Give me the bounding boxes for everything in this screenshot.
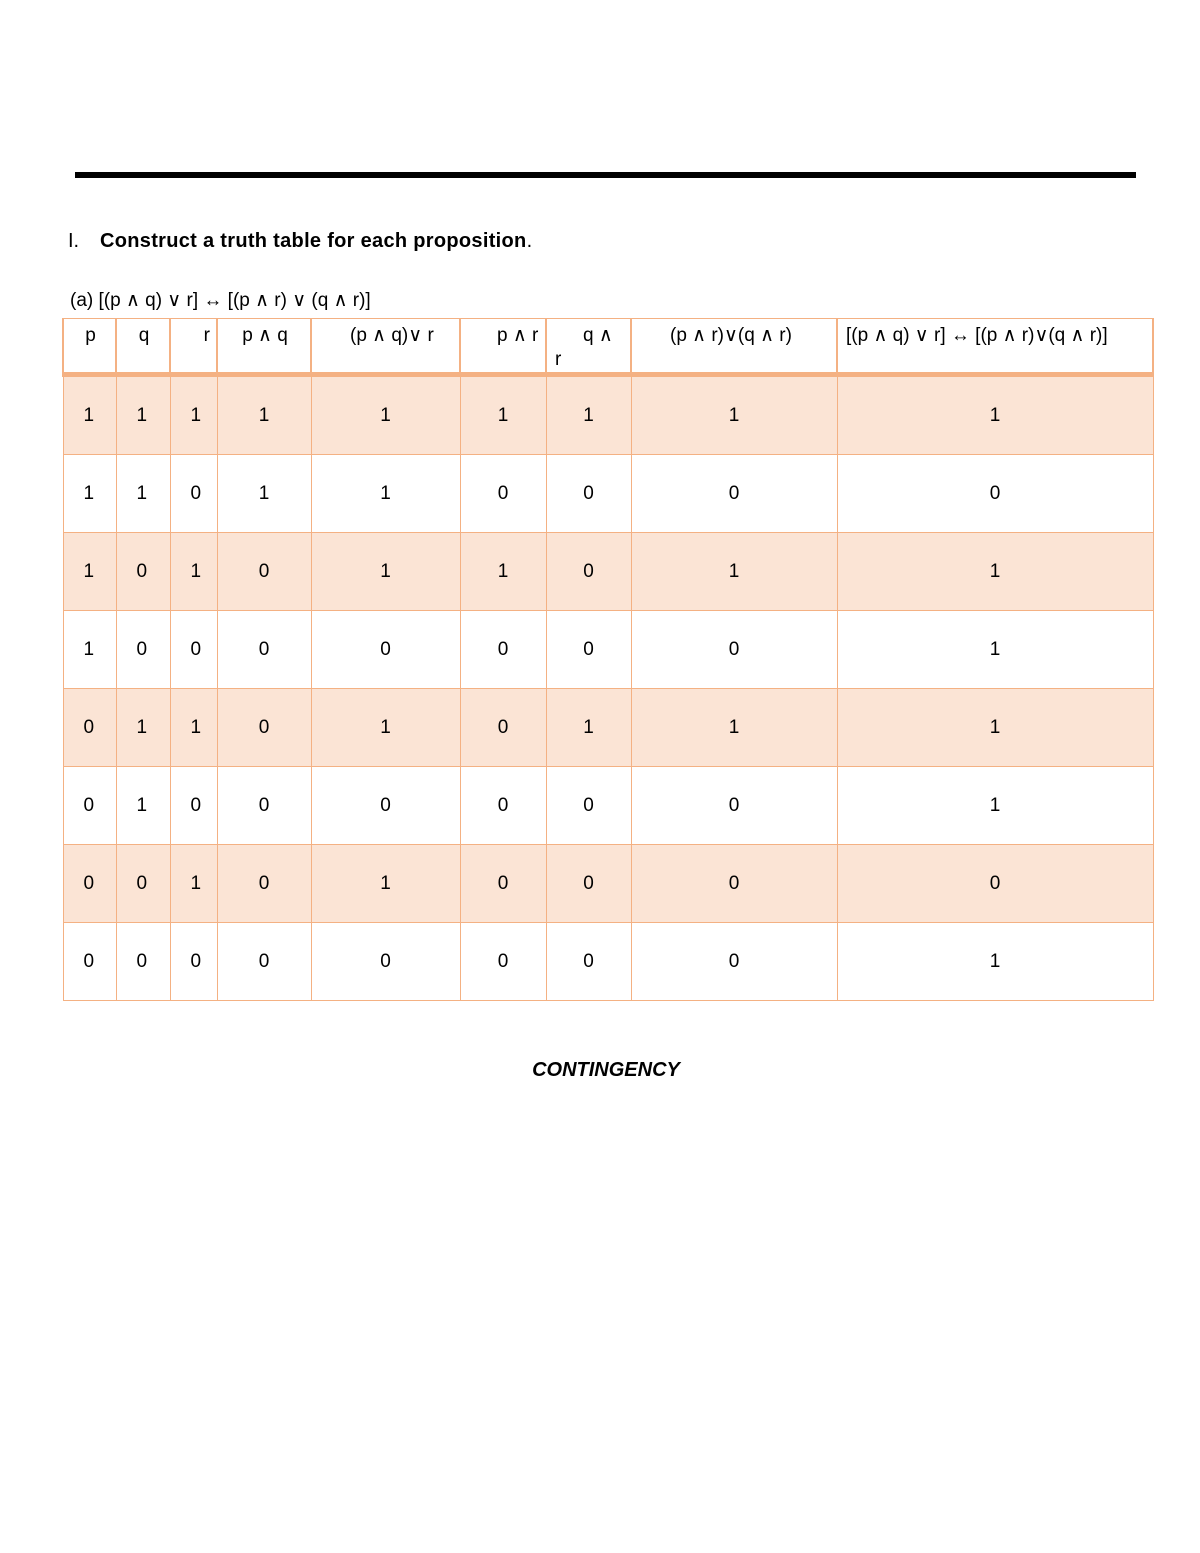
cell-p: 1 [63,375,116,455]
cell-biconditional: 1 [837,611,1153,689]
cell-p-and-r: 1 [460,533,546,611]
cell-r: 0 [170,767,217,845]
horizontal-rule [75,172,1136,178]
cell-p-and-r: 0 [460,767,546,845]
cell-q-and-r: 0 [546,455,631,533]
header-p-and-r: p ∧ r [460,319,546,375]
header-pq-or-r: (p ∧ q)∨ r [311,319,460,375]
cell-pr-or-qr: 0 [631,923,837,1001]
cell-q: 1 [116,689,170,767]
cell-p-and-q: 0 [217,923,311,1001]
cell-q-and-r: 0 [546,611,631,689]
cell-q-and-r: 0 [546,845,631,923]
cell-biconditional: 0 [837,845,1153,923]
cell-p: 1 [63,533,116,611]
cell-p-and-q: 0 [217,611,311,689]
header-p-and-q: p ∧ q [217,319,311,375]
cell-r: 1 [170,375,217,455]
truth-table-body [63,375,1153,1001]
cell-biconditional: 1 [837,533,1153,611]
cell-p: 0 [63,689,116,767]
cell-pq-or-r: 1 [311,845,460,923]
cell-q: 1 [116,767,170,845]
cell-biconditional: 1 [837,923,1153,1001]
cell-r: 1 [170,689,217,767]
cell-p-and-q: 0 [217,689,311,767]
cell-pq-or-r: 0 [311,923,460,1001]
cell-biconditional: 1 [837,689,1153,767]
cell-pq-or-r: 1 [311,375,460,455]
table-row [63,375,1153,455]
cell-p: 1 [63,611,116,689]
cell-p-and-r: 1 [460,375,546,455]
cell-pr-or-qr: 0 [631,845,837,923]
instruction-period: . [526,230,533,252]
cell-biconditional: 1 [837,767,1153,845]
table-row [63,923,1153,1001]
cell-p-and-q: 0 [217,845,311,923]
cell-pq-or-r: 1 [311,533,460,611]
cell-r: 0 [170,455,217,533]
cell-pq-or-r: 1 [311,689,460,767]
verdict-label: CONTINGENCY [532,1059,680,1081]
cell-q: 0 [116,845,170,923]
cell-pr-or-qr: 0 [631,455,837,533]
cell-p-and-r: 0 [460,845,546,923]
cell-biconditional: 1 [837,375,1153,455]
table-row [63,533,1153,611]
header-p: p [63,319,116,375]
cell-pr-or-qr: 1 [631,689,837,767]
table-row [63,767,1153,845]
proposition-label: (a) [(p ∧ q) ∨ r] ↔ [(p ∧ r) ∨ (q ∧ r)] [70,290,371,311]
table-row [63,455,1153,533]
cell-r: 0 [170,611,217,689]
header-q-and-r: q ∧ r [546,319,631,375]
cell-pq-or-r: 0 [311,767,460,845]
table-row [63,689,1153,767]
cell-q-and-r: 1 [546,689,631,767]
cell-pr-or-qr: 1 [631,375,837,455]
cell-q-and-r: 0 [546,767,631,845]
header-biconditional: [(p ∧ q) ∨ r] ↔ [(p ∧ r)∨(q ∧ r)] [837,319,1153,375]
cell-q-and-r: 0 [546,923,631,1001]
cell-p-and-r: 0 [460,455,546,533]
cell-q: 1 [116,375,170,455]
cell-p-and-q: 1 [217,375,311,455]
header-r: r [170,319,217,375]
cell-p: 0 [63,923,116,1001]
cell-p: 0 [63,845,116,923]
cell-q-and-r: 1 [546,375,631,455]
cell-r: 0 [170,923,217,1001]
table-row [63,845,1153,923]
table-row [63,611,1153,689]
cell-q: 0 [116,611,170,689]
cell-p-and-q: 1 [217,455,311,533]
cell-q-and-r: 0 [546,533,631,611]
cell-p: 1 [63,455,116,533]
cell-p-and-r: 0 [460,611,546,689]
header-pr-or-qr: (p ∧ r)∨(q ∧ r) [631,319,837,375]
cell-p-and-q: 0 [217,767,311,845]
cell-pq-or-r: 1 [311,455,460,533]
cell-pr-or-qr: 1 [631,533,837,611]
cell-p: 0 [63,767,116,845]
cell-q: 1 [116,455,170,533]
cell-pq-or-r: 0 [311,611,460,689]
header-row [63,319,1153,375]
cell-r: 1 [170,533,217,611]
cell-p-and-r: 0 [460,689,546,767]
cell-q: 0 [116,533,170,611]
header-q: q [116,319,170,375]
cell-q: 0 [116,923,170,1001]
cell-p-and-q: 0 [217,533,311,611]
truth-table [62,318,1154,1001]
cell-biconditional: 0 [837,455,1153,533]
instruction-heading [68,230,532,253]
cell-p-and-r: 0 [460,923,546,1001]
instruction-number: I. [68,230,80,252]
cell-pr-or-qr: 0 [631,767,837,845]
cell-pr-or-qr: 0 [631,611,837,689]
cell-r: 1 [170,845,217,923]
instruction-text: Construct a truth table for each proposition [100,230,527,252]
